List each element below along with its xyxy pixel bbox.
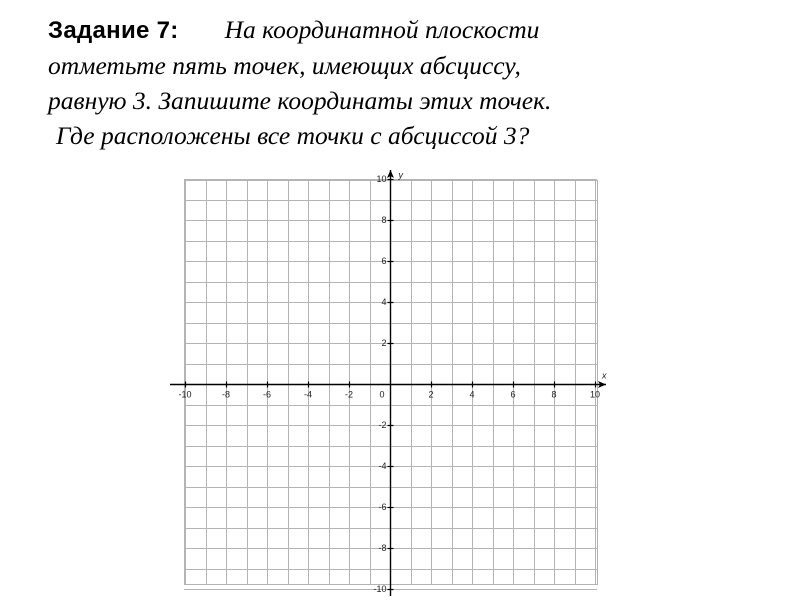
x-tick-label: 2 (428, 389, 434, 400)
y-axis-label: y (398, 170, 403, 180)
y-tick-label: 10 (376, 174, 387, 184)
y-tick-label: -6 (378, 502, 387, 512)
y-tick-label: -10 (373, 584, 387, 594)
task-label: Задание 7: (48, 17, 179, 44)
y-tick-label: -4 (378, 461, 387, 471)
x-tick-label: -10 (178, 389, 192, 400)
y-tick-label: -8 (378, 543, 387, 553)
y-tick-label: 8 (381, 215, 387, 225)
task-line-4: Где расположены все точки с абсциссой 3? (56, 121, 530, 150)
x-tick-label: -2 (344, 389, 354, 400)
x-tick-label: -8 (221, 389, 231, 400)
task-line-2: отметьте пять точек, имеющих абсциссу, (48, 51, 521, 80)
x-tick-label: -6 (262, 389, 272, 400)
task-line-1-text: На координатной плоскости (224, 15, 540, 44)
x-tick-labels (178, 390, 600, 400)
x-tick-label: 8 (551, 389, 557, 400)
x-tick-label: -4 (303, 389, 313, 400)
y-tick-label: -2 (378, 420, 387, 430)
y-tick-label: 4 (381, 297, 387, 307)
axes (170, 170, 606, 596)
task-line-3: равную 3. Запишите координаты этих точек. (48, 86, 552, 115)
x-tick-label: 6 (510, 389, 516, 400)
y-tick-label: 6 (381, 256, 387, 266)
y-tick-label: 2 (381, 338, 387, 348)
x-tick-label: 0 (379, 389, 385, 400)
x-axis-label: x (602, 370, 607, 381)
x-tick-label: 4 (469, 389, 475, 400)
x-tick-label: 10 (589, 389, 601, 400)
